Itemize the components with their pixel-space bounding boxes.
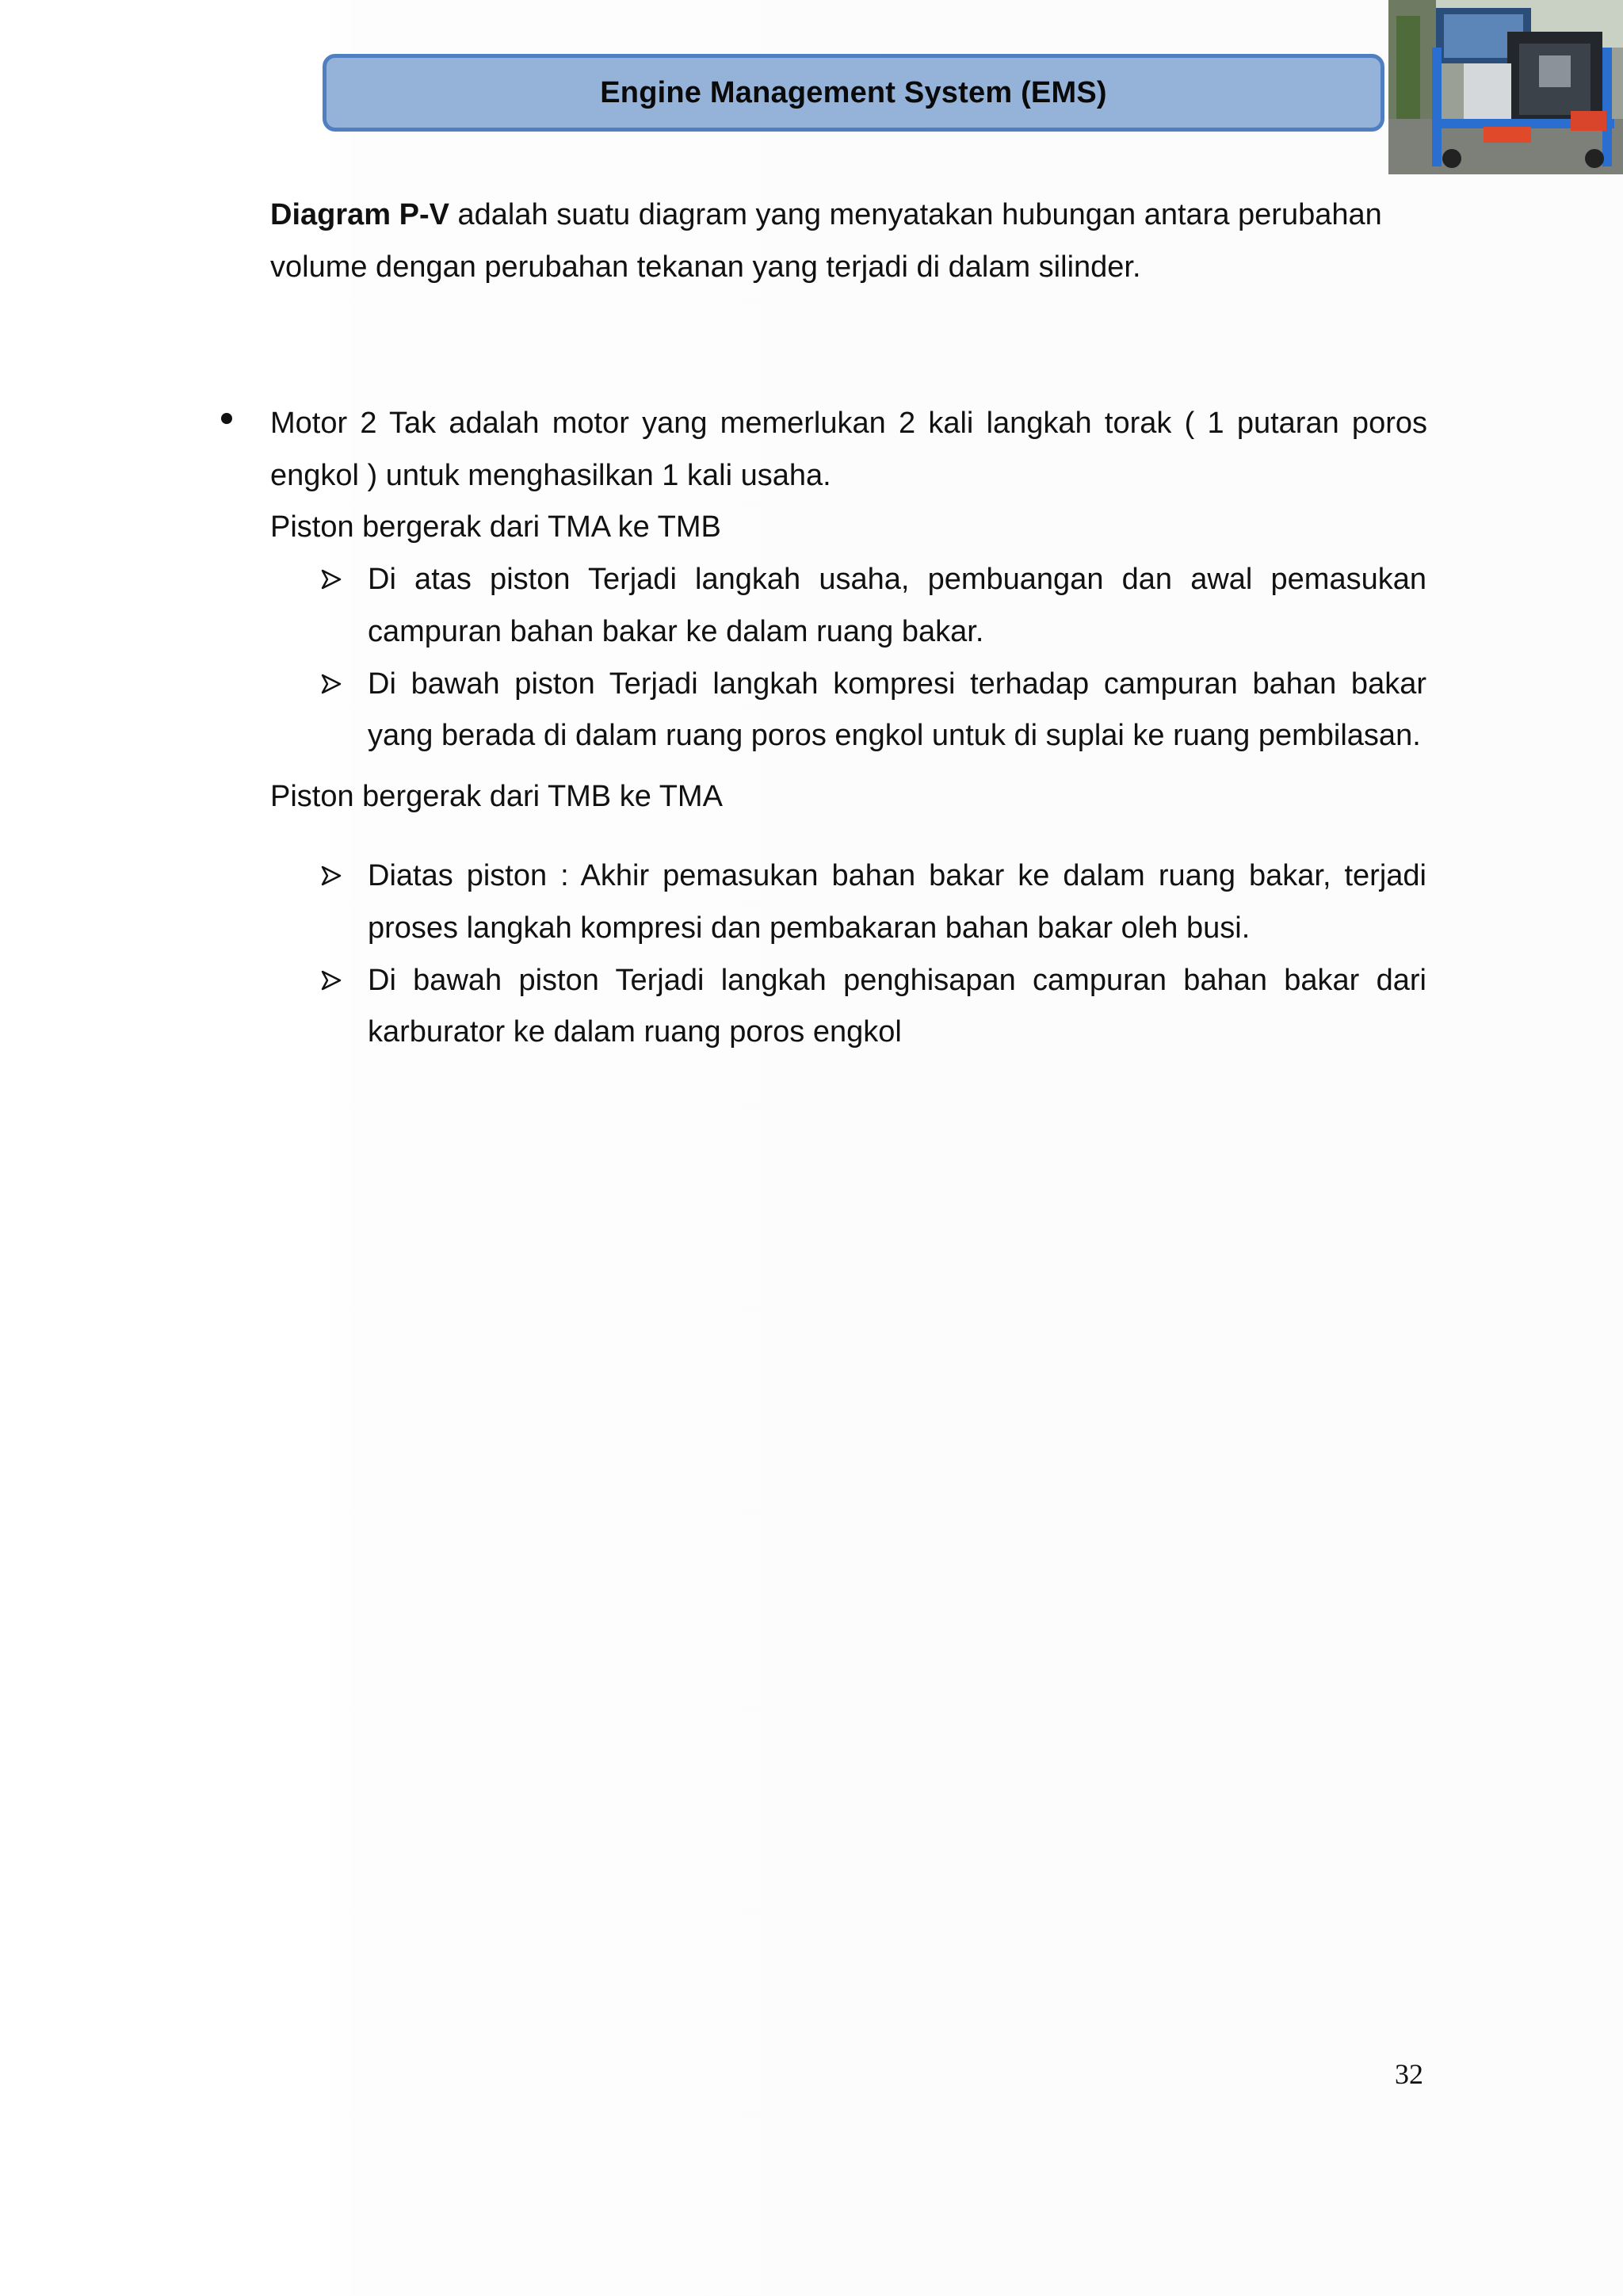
- intro-line-1-text: adalah suatu diagram yang menyatakan hubungan antara perubahan: [449, 198, 1382, 231]
- section1-item1-line1: Di atas piston Terjadi langkah usaha, pembuangan dan awal pemasukan: [368, 563, 1426, 596]
- page-title: Engine Management System (EMS): [600, 75, 1107, 109]
- arrow-bullet-icon: [319, 968, 343, 992]
- section1-item2-line1: Di bawah piston Terjadi langkah kompresi terhadap campuran bahan bakar: [368, 667, 1426, 701]
- section2-item1-line2: proses langkah kompresi dan pembakaran bahan bakar oleh busi.: [368, 911, 1251, 945]
- section1-item1-line2: campuran bahan bakar ke dalam ruang bakar.: [368, 615, 984, 648]
- header-banner: [323, 54, 1384, 132]
- arrow-bullet-icon: [319, 672, 343, 696]
- section2-item1-line1: Diatas piston : Akhir pemasukan bahan bakar ke dalam ruang bakar, terjadi: [368, 859, 1426, 892]
- intro-term: Diagram P-V: [270, 198, 449, 231]
- section2-item2-line2: karburator ke dalam ruang poros engkol: [368, 1015, 902, 1049]
- intro-line-2: volume dengan perubahan tekanan yang terjadi di dalam silinder.: [270, 250, 1141, 284]
- arrow-bullet-icon: [319, 864, 343, 888]
- section2-item2-line1: Di bawah piston Terjadi langkah penghisapan campuran bahan bakar dari: [368, 964, 1426, 997]
- arrow-bullet-icon: [319, 567, 343, 591]
- section1-heading: Piston bergerak dari TMA ke TMB: [270, 510, 721, 544]
- page-number: 32: [1395, 2058, 1423, 2090]
- section2-heading: Piston bergerak dari TMB ke TMA: [270, 780, 723, 813]
- intro-line-1: [270, 189, 1396, 241]
- bullet-dot-icon: [221, 413, 232, 424]
- bullet-line-1: Motor 2 Tak adalah motor yang memerlukan 2 kali langkah torak ( 1 putaran poros: [270, 407, 1427, 440]
- section1-item2-line2: yang berada di dalam ruang poros engkol untuk di suplai ke ruang pembilasan.: [368, 719, 1421, 752]
- intro-paragraph: [270, 189, 1396, 293]
- engine-trainer-photo: [1388, 0, 1623, 174]
- bullet-line-2: engkol ) untuk menghasilkan 1 kali usaha.: [270, 459, 831, 492]
